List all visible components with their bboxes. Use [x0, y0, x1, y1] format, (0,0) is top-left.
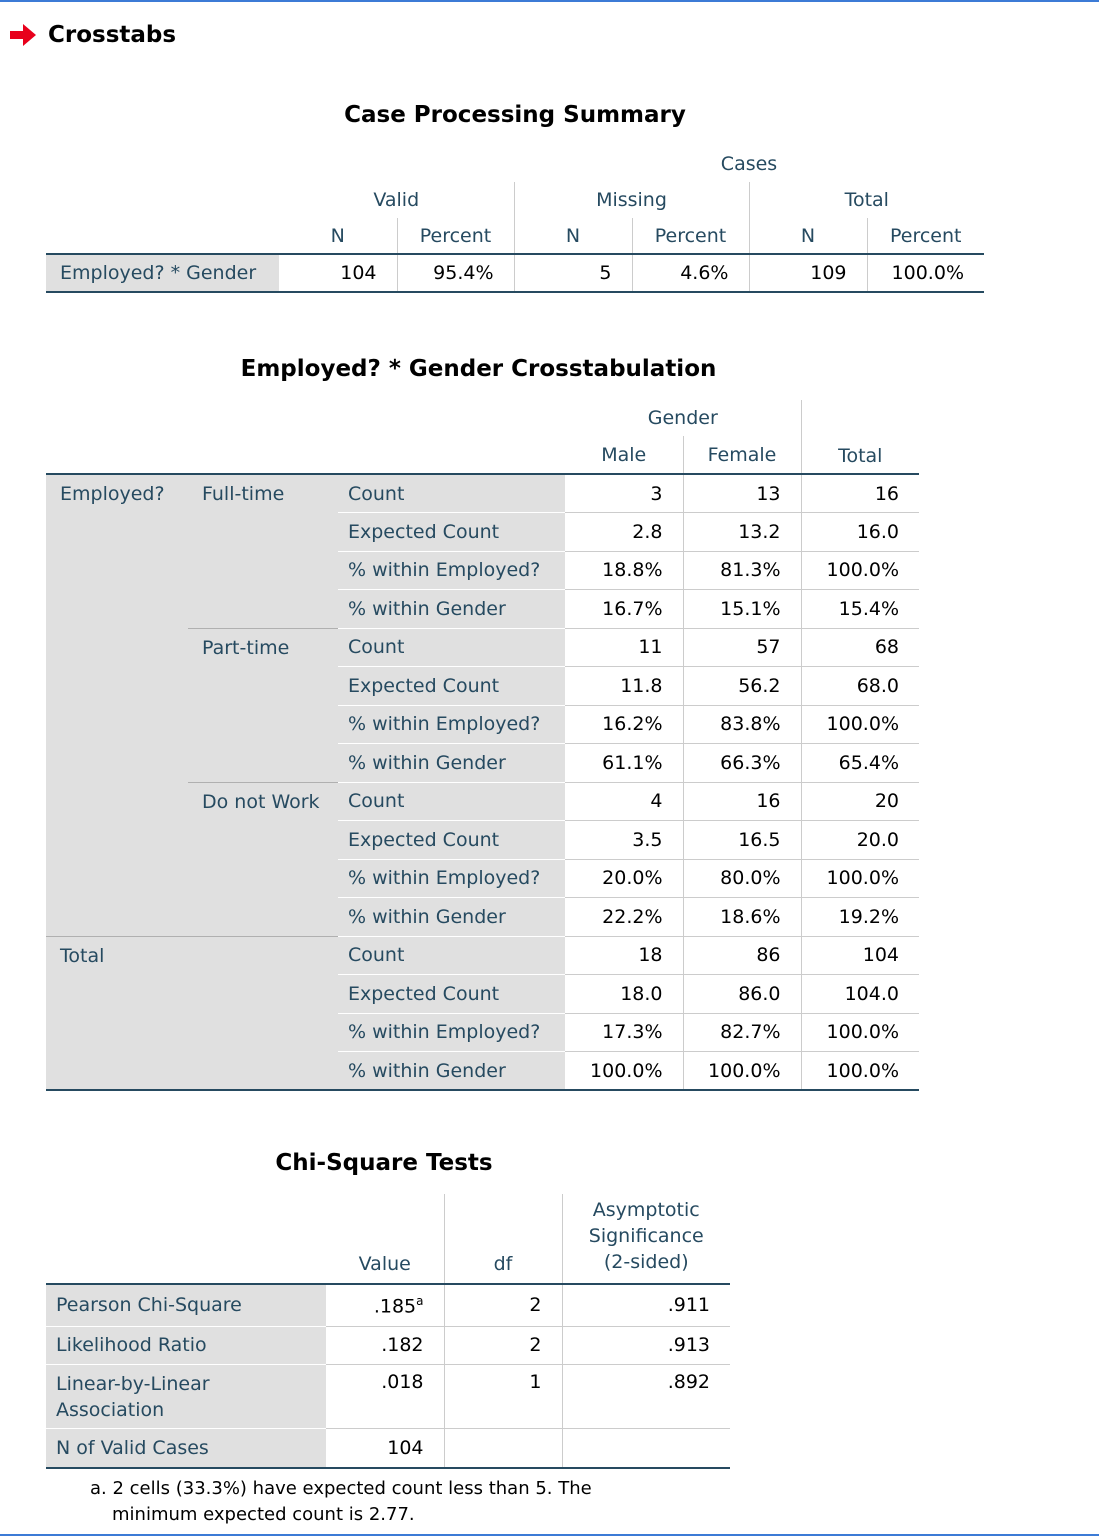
- linear-sig: .892: [562, 1364, 730, 1428]
- case-summary-row-label: Employed? * Gender: [46, 254, 279, 292]
- total-cell: 68.0: [801, 667, 919, 706]
- crosstab-row: [46, 474, 919, 513]
- n-valid-sig: [562, 1428, 730, 1468]
- output-title: Crosstabs: [48, 22, 177, 48]
- valid-percent-header: Percent: [397, 218, 514, 254]
- total-n-header: N: [749, 218, 867, 254]
- statistic-label: % within Employed?: [338, 1013, 565, 1052]
- likelihood-label: Likelihood Ratio: [46, 1326, 326, 1364]
- total-cell: 20.0: [801, 821, 919, 860]
- missing-n-value: 5: [514, 254, 632, 292]
- female-cell: 80.0%: [683, 859, 801, 898]
- male-cell: 61.1%: [565, 744, 683, 783]
- significance-header: [562, 1194, 730, 1284]
- female-header: Female: [683, 436, 801, 474]
- female-cell: 16.5: [683, 821, 801, 860]
- total-cell: 16: [801, 474, 919, 513]
- pearson-sig: .911: [562, 1284, 730, 1326]
- chi-square-title: Chi-Square Tests: [275, 1150, 493, 1176]
- case-summary-table: [46, 146, 984, 293]
- valid-header: Valid: [373, 189, 420, 211]
- total-cell: 15.4%: [801, 590, 919, 629]
- male-cell: 18.8%: [565, 551, 683, 590]
- n-valid-label: N of Valid Cases: [46, 1428, 326, 1468]
- pearson-value-text: .185: [373, 1294, 417, 1317]
- gender-header: Gender: [647, 407, 718, 429]
- statistic-label: % within Gender: [338, 1052, 565, 1091]
- statistic-label: Count: [338, 782, 565, 821]
- likelihood-value: .182: [381, 1334, 424, 1356]
- male-cell: 11.8: [565, 667, 683, 706]
- female-cell: 13.2: [683, 513, 801, 552]
- df-header: df: [444, 1194, 562, 1284]
- female-cell: 15.1%: [683, 590, 801, 629]
- total-cell: 100.0%: [801, 1013, 919, 1052]
- arrow-right-icon: [10, 24, 36, 46]
- missing-header: Missing: [514, 182, 749, 218]
- female-cell: 16: [683, 782, 801, 821]
- total-cell: 100.0%: [801, 551, 919, 590]
- significance-header-line2: Significance: [588, 1225, 704, 1247]
- male-cell: 4: [565, 782, 683, 821]
- male-cell: 22.2%: [565, 898, 683, 937]
- statistic-label: Expected Count: [338, 667, 565, 706]
- significance-header-line3: (2-sided): [603, 1251, 689, 1273]
- total-row-label: Total: [46, 936, 338, 1090]
- total-cell: 100.0%: [801, 859, 919, 898]
- female-cell: 81.3%: [683, 551, 801, 590]
- male-cell: 18.0: [565, 975, 683, 1014]
- n-valid-value: 104: [387, 1436, 424, 1459]
- total-cell: 68: [801, 628, 919, 667]
- female-cell: 86: [683, 936, 801, 975]
- statistic-label: Count: [338, 936, 565, 975]
- statistic-label: % within Employed?: [338, 859, 565, 898]
- row-variable-label: Employed?: [46, 474, 188, 936]
- female-cell: 100.0%: [683, 1052, 801, 1091]
- linear-df: 1: [444, 1364, 562, 1428]
- total-cell: 20: [801, 782, 919, 821]
- footnote-line2: minimum expected count is 2.77.: [112, 1504, 415, 1525]
- case-summary-title: Case Processing Summary: [344, 102, 686, 128]
- crosstab-title: Employed? * Gender Crosstabulation: [240, 356, 717, 382]
- crosstab-table: [46, 400, 919, 1091]
- total-cell: 104.0: [801, 975, 919, 1014]
- total-cell: 65.4%: [801, 744, 919, 783]
- statistic-label: % within Employed?: [338, 705, 565, 744]
- total-col-header: Total: [801, 436, 919, 474]
- linear-label-line2: Association: [56, 1398, 165, 1421]
- chi-square-footnote: [90, 1476, 592, 1528]
- male-cell: 3.5: [565, 821, 683, 860]
- male-cell: 16.7%: [565, 590, 683, 629]
- pearson-value: [326, 1284, 444, 1326]
- female-cell: 86.0: [683, 975, 801, 1014]
- female-cell: 83.8%: [683, 705, 801, 744]
- female-cell: 18.6%: [683, 898, 801, 937]
- cases-header: Cases: [720, 153, 778, 175]
- female-cell: 56.2: [683, 667, 801, 706]
- total-cell: 19.2%: [801, 898, 919, 937]
- statistic-label: % within Gender: [338, 744, 565, 783]
- male-cell: 18: [565, 936, 683, 975]
- missing-percent-header: Percent: [632, 218, 749, 254]
- footnote-line1: a. 2 cells (33.3%) have expected count less than 5. The: [90, 1478, 592, 1499]
- male-cell: 100.0%: [565, 1052, 683, 1091]
- male-header: Male: [565, 436, 683, 474]
- male-cell: 16.2%: [565, 705, 683, 744]
- n-valid-df: [444, 1428, 562, 1468]
- female-cell: 13: [683, 474, 801, 513]
- male-cell: 17.3%: [565, 1013, 683, 1052]
- statistic-label: Expected Count: [338, 821, 565, 860]
- pearson-label: Pearson Chi-Square: [46, 1284, 326, 1326]
- pearson-df: 2: [444, 1284, 562, 1326]
- value-header: Value: [326, 1194, 444, 1284]
- linear-label-line1: Linear-by-Linear: [56, 1372, 210, 1395]
- total-percent-value: 100.0%: [867, 254, 984, 292]
- group-label-full-time: Full-time: [188, 474, 338, 628]
- likelihood-sig: .913: [562, 1326, 730, 1364]
- total-n-value: 109: [749, 254, 867, 292]
- total-cell: 100.0%: [801, 705, 919, 744]
- total-cell: 16.0: [801, 513, 919, 552]
- female-cell: 66.3%: [683, 744, 801, 783]
- statistic-label: % within Gender: [338, 898, 565, 937]
- statistic-label: Count: [338, 628, 565, 667]
- footnote-marker: a: [416, 1293, 424, 1308]
- valid-n-header: N: [279, 218, 397, 254]
- linear-label: [46, 1364, 326, 1428]
- male-cell: 11: [565, 628, 683, 667]
- valid-n-value: 104: [340, 262, 377, 284]
- total-cell: 104: [801, 936, 919, 975]
- male-cell: 20.0%: [565, 859, 683, 898]
- total-cell: 100.0%: [801, 1052, 919, 1091]
- valid-percent-value: 95.4%: [397, 254, 514, 292]
- male-cell: 3: [565, 474, 683, 513]
- statistic-label: % within Gender: [338, 590, 565, 629]
- female-cell: 57: [683, 628, 801, 667]
- missing-n-header: N: [514, 218, 632, 254]
- statistic-label: Count: [338, 474, 565, 513]
- group-label-part-time: Part-time: [188, 628, 338, 782]
- male-cell: 2.8: [565, 513, 683, 552]
- output-heading: [10, 20, 176, 50]
- group-label-do-not-work: Do not Work: [188, 782, 338, 936]
- total-percent-header: Percent: [867, 218, 984, 254]
- statistic-label: Expected Count: [338, 975, 565, 1014]
- likelihood-df: 2: [444, 1326, 562, 1364]
- total-header: Total: [749, 182, 984, 218]
- statistic-label: Expected Count: [338, 513, 565, 552]
- statistic-label: % within Employed?: [338, 551, 565, 590]
- chi-square-table: [46, 1194, 730, 1469]
- linear-value: .018: [381, 1370, 424, 1393]
- female-cell: 82.7%: [683, 1013, 801, 1052]
- missing-percent-value: 4.6%: [632, 254, 749, 292]
- crosstab-row: [46, 936, 919, 975]
- significance-header-line1: Asymptotic: [592, 1199, 700, 1221]
